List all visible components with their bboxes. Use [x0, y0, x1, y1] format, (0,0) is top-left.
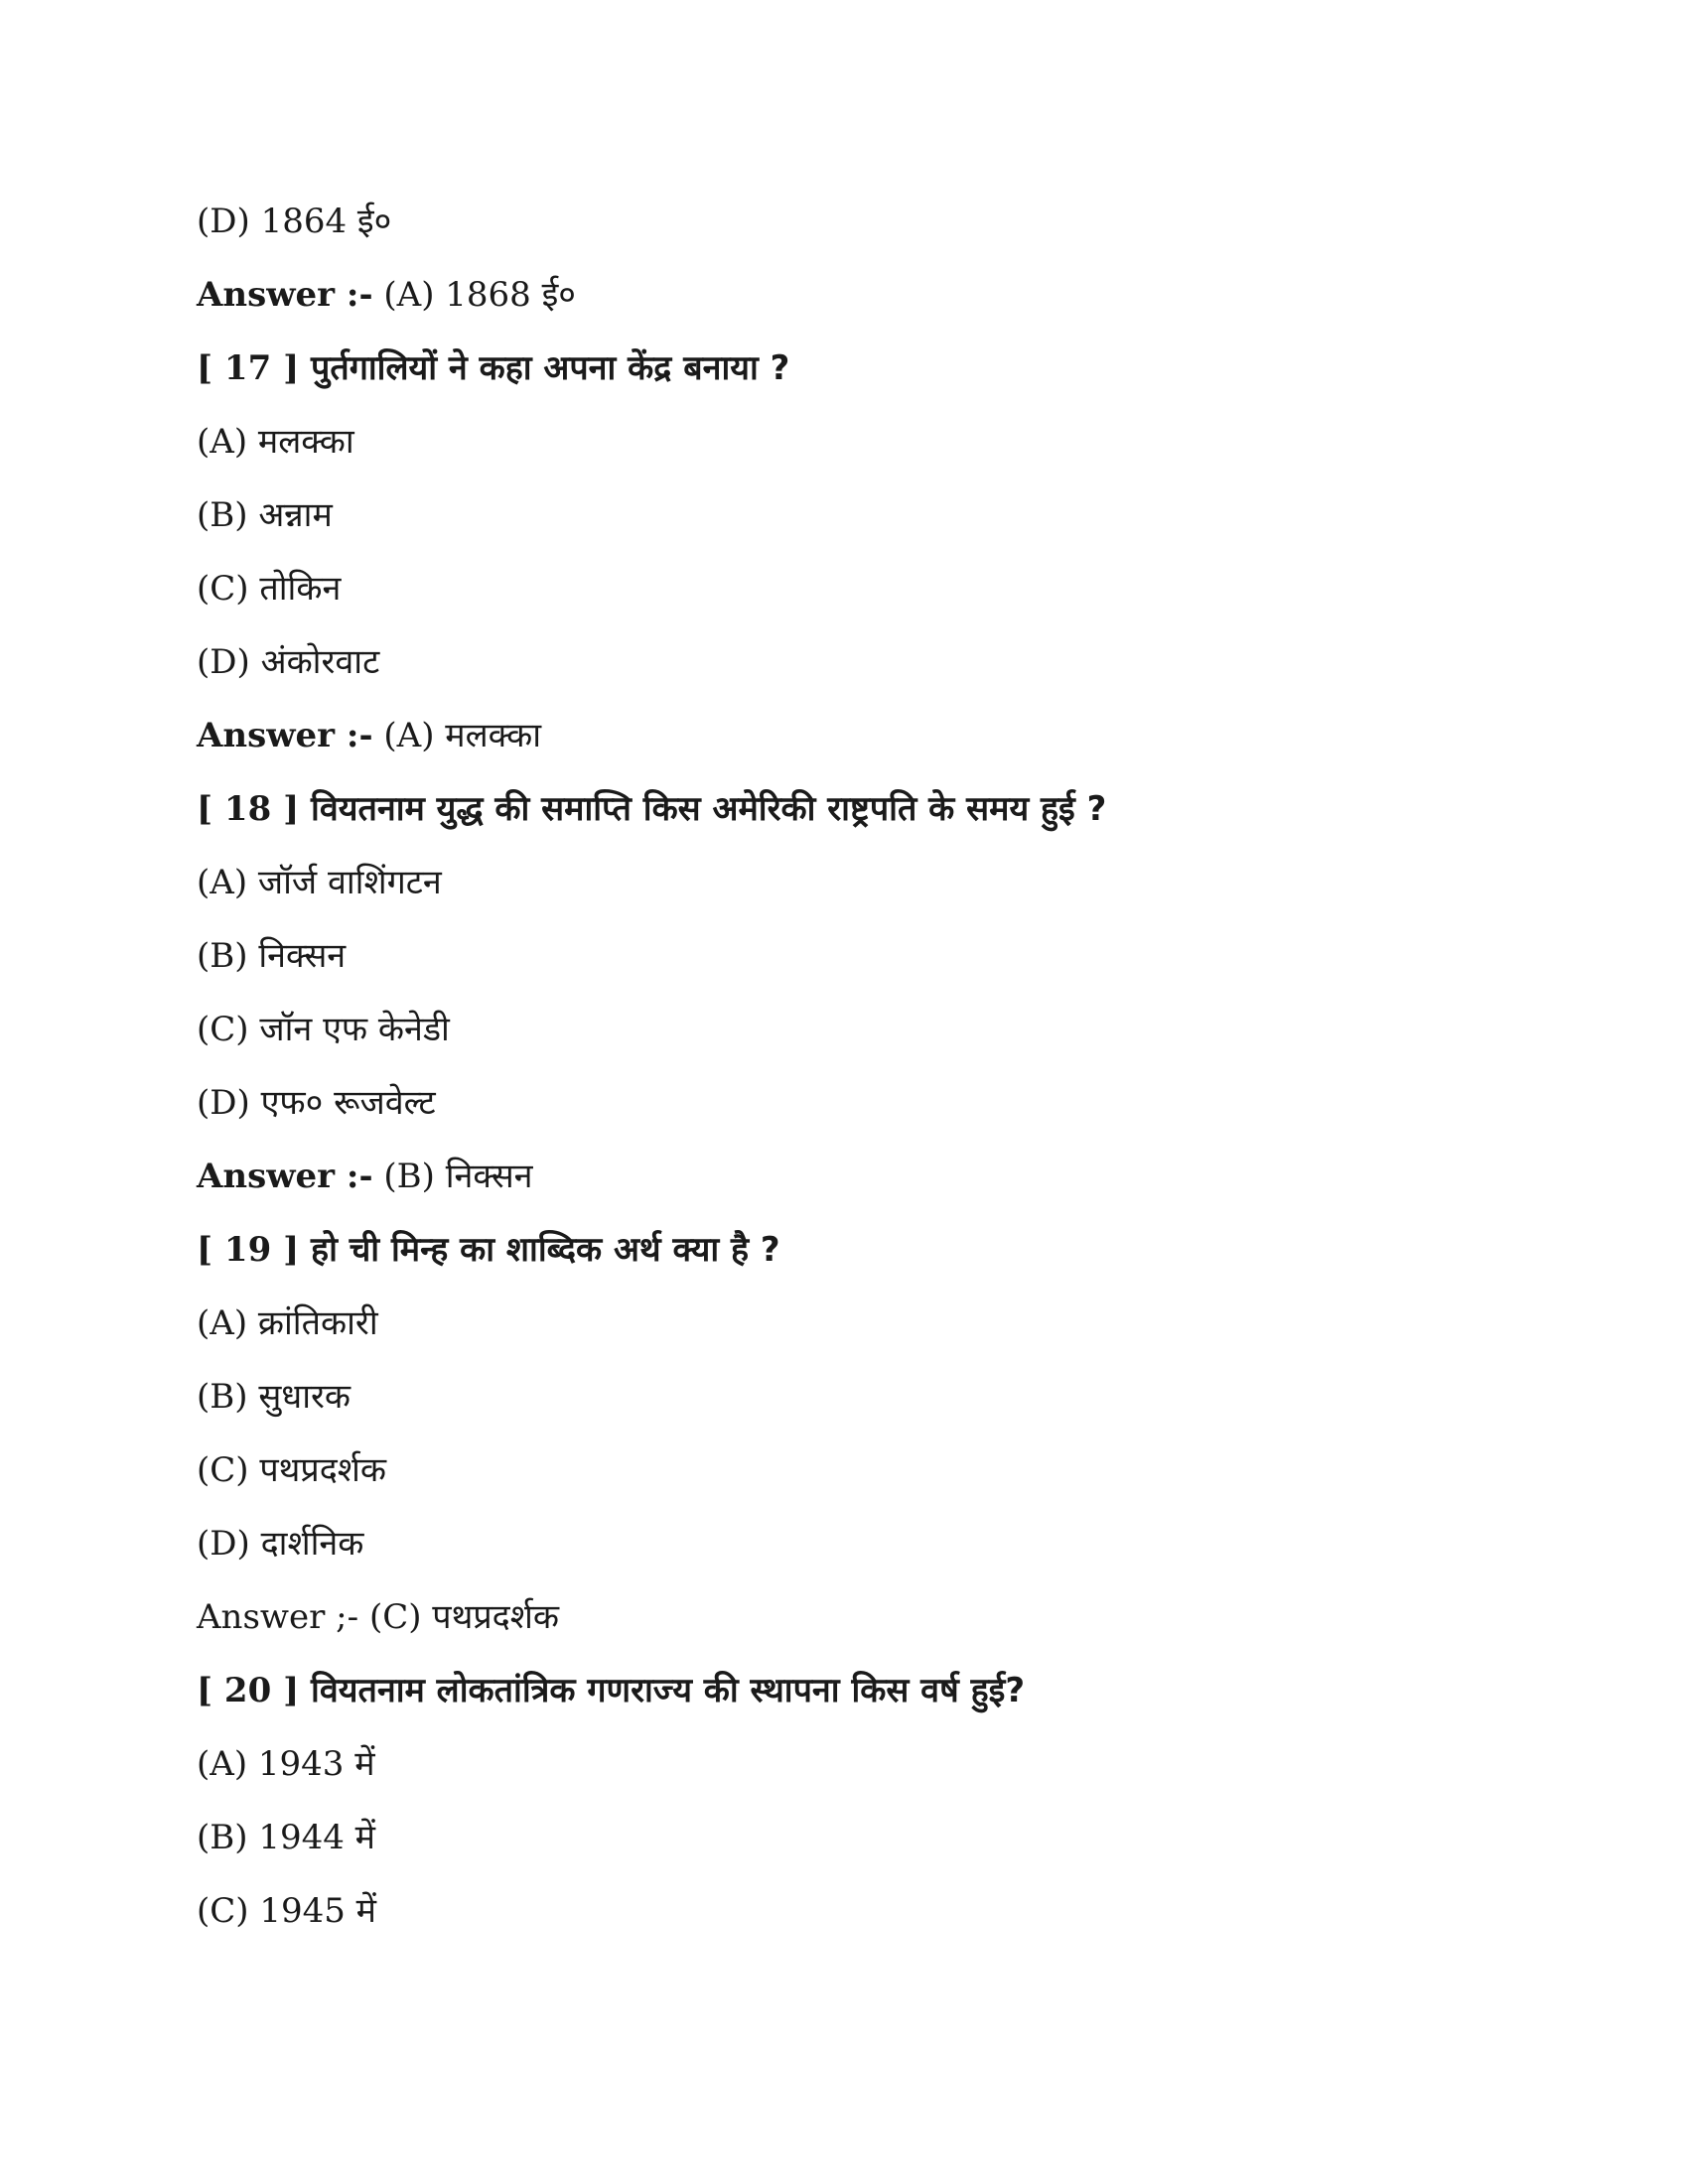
answer-line — [197, 714, 541, 757]
question-number: [ 19 ] — [197, 1230, 300, 1270]
option-line: (D) अंकोरवाट — [197, 642, 380, 682]
option-line: (C) तोकिन — [197, 569, 342, 609]
question-number: [ 18 ] — [197, 789, 300, 829]
option-line: (A) मलक्का — [197, 422, 354, 462]
option-line: (C) पथप्रदर्शक — [197, 1450, 387, 1490]
question-line — [197, 1669, 1025, 1712]
question-line — [197, 1228, 780, 1272]
option-line: (B) अन्नाम — [197, 495, 333, 535]
answer-label: Answer :- — [197, 1157, 373, 1196]
option-line: (A) क्रांतिकारी — [197, 1303, 378, 1343]
option-line: (D) 1864 ई० — [197, 202, 392, 241]
answer-label: Answer ;- — [197, 1597, 359, 1637]
answer-label: Answer :- — [197, 275, 373, 315]
option-line: (C) जॉन एफ केनेडी — [197, 1010, 450, 1049]
question-line — [197, 787, 1106, 831]
answer-text: (A) 1868 ई० — [372, 275, 576, 315]
answer-line — [197, 1595, 559, 1639]
answer-text: (B) निक्सन — [372, 1157, 533, 1196]
question-text: वियतनाम लोकतांत्रिक गणराज्य की स्थापना किस वर्ष हुई? — [299, 1671, 1026, 1710]
answer-label: Answer :- — [197, 716, 373, 755]
answer-text: (A) मलक्का — [372, 716, 542, 755]
question-line — [197, 346, 789, 390]
option-line: (A) जॉर्ज वाशिंगटन — [197, 863, 442, 902]
option-line: (B) सुधारक — [197, 1377, 352, 1417]
question-text: पुर्तगालियों ने कहा अपना केंद्र बनाया ? — [299, 348, 790, 388]
option-line: (D) एफ० रूजवेल्ट — [197, 1083, 436, 1123]
question-text: वियतनाम युद्ध की समाप्ति किस अमेरिकी राष्ट्रपति के समय हुई ? — [299, 789, 1107, 829]
option-line: (B) 1944 में — [197, 1818, 375, 1857]
answer-line — [197, 273, 576, 317]
answer-text: (C) पथप्रदर्शक — [358, 1597, 559, 1637]
option-line: (D) दार्शनिक — [197, 1524, 364, 1564]
option-line: (C) 1945 में — [197, 1891, 377, 1931]
question-number: [ 20 ] — [197, 1671, 300, 1710]
answer-line — [197, 1155, 533, 1198]
option-line: (A) 1943 में — [197, 1744, 375, 1784]
question-text: हो ची मिन्ह का शाब्दिक अर्थ क्या है ? — [299, 1230, 780, 1270]
option-line: (B) निक्सन — [197, 936, 347, 976]
question-number: [ 17 ] — [197, 348, 300, 388]
